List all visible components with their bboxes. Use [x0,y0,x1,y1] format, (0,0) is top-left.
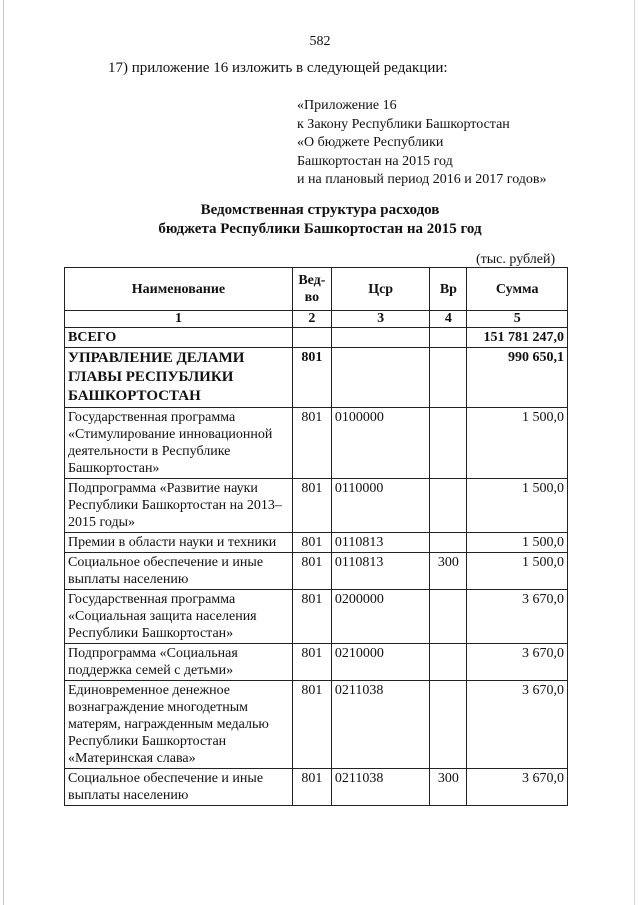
appendix-reference [297,97,547,190]
cell-sum: 3 670,0 [467,590,568,644]
table-row [65,408,568,479]
cell-ved: 801 [292,479,331,533]
index-cell: 1 [65,311,293,328]
cell-csr: 0210000 [331,644,430,681]
header-vr: Вр [430,268,467,311]
cell-name: Подпрограмма «Социальная поддержка семей с детьми» [65,644,293,681]
table-row [65,348,568,408]
cell-sum: 990 650,1 [467,348,568,408]
cell-vr [430,348,467,408]
cell-sum: 1 500,0 [467,479,568,533]
index-cell: 5 [467,311,568,328]
header-sum: Сумма [467,268,568,311]
cell-csr: 0200000 [331,590,430,644]
table-row [65,479,568,533]
cell-vr [430,533,467,553]
document-heading [0,201,640,239]
cell-vr [430,328,467,348]
index-cell: 4 [430,311,467,328]
cell-sum: 1 500,0 [467,553,568,590]
header-ved: Вед-во [292,268,331,311]
cell-vr [430,590,467,644]
appendix-line: «О бюджете Республики [297,135,444,151]
cell-csr: 0110000 [331,479,430,533]
index-cell: 3 [331,311,430,328]
table-row [65,533,568,553]
cell-ved: 801 [292,533,331,553]
cell-ved: 801 [292,408,331,479]
cell-csr: 0100000 [331,408,430,479]
table-row [65,553,568,590]
cell-sum: 1 500,0 [467,533,568,553]
cell-ved: 801 [292,590,331,644]
cell-sum: 3 670,0 [467,681,568,769]
header-csr: Цср [331,268,430,311]
table-row [65,769,568,806]
appendix-line: и на плановый период 2016 и 2017 годов» [297,172,547,188]
table-header-row [65,268,568,311]
cell-csr: 0211038 [331,769,430,806]
appendix-line: Башкортостан на 2015 год [297,153,453,169]
scan-edge-right [634,0,635,905]
scan-edge-left [3,0,4,905]
column-index-row [65,311,568,328]
cell-name: Подпрограмма «Развитие науки Республики Башкортостан на 2013–2015 годы» [65,479,293,533]
table-row [65,681,568,769]
cell-sum: 1 500,0 [467,408,568,479]
page-number: 582 [309,34,331,49]
index-cell: 2 [292,311,331,328]
cell-name: Государственная программа «Стимулирование инновационной деятельности в Республике Башкортостан» [65,408,293,479]
cell-csr [331,348,430,408]
cell-vr [430,408,467,479]
cell-vr [430,681,467,769]
cell-name: Социальное обеспечение и иные выплаты населению [65,769,293,806]
cell-sum: 3 670,0 [467,769,568,806]
appendix-line: «Приложение 16 [297,98,397,113]
cell-csr: 0110813 [331,533,430,553]
budget-table [64,267,568,806]
table-row [65,590,568,644]
cell-name: Социальное обеспечение и иные выплаты населению [65,553,293,590]
heading-line: бюджета Республики Башкортостан на 2015 год [158,221,482,237]
cell-ved: 801 [292,553,331,590]
cell-name: Единовременное денежное вознаграждение многодетным матерям, награжденным медалью Республики Башкортостан «Материнская слава» [65,681,293,769]
cell-vr [430,479,467,533]
cell-csr [331,328,430,348]
cell-sum: 151 781 247,0 [467,328,568,348]
cell-name: УПРАВЛЕНИЕ ДЕЛАМИ ГЛАВЫ РЕСПУБЛИКИ БАШКОРТОСТАН [65,348,293,408]
heading-line: Ведомственная структура расходов [200,202,440,218]
table-row [65,644,568,681]
intro-paragraph: 17) приложение 16 изложить в следующей редакции: [108,60,448,76]
cell-name: Государственная программа «Социальная защита населения Республики Башкортостан» [65,590,293,644]
cell-vr: 300 [430,553,467,590]
cell-vr: 300 [430,769,467,806]
cell-ved: 801 [292,644,331,681]
cell-ved: 801 [292,769,331,806]
cell-name: Премии в области науки и техники [65,533,293,553]
cell-ved: 801 [292,681,331,769]
cell-sum: 3 670,0 [467,644,568,681]
header-name: Наименование [65,268,293,311]
table-row-total [65,328,568,348]
cell-vr [430,644,467,681]
cell-name: ВСЕГО [65,328,293,348]
cell-csr: 0211038 [331,681,430,769]
appendix-line: к Закону Республики Башкортостан [297,116,510,132]
cell-ved [292,328,331,348]
cell-csr: 0110813 [331,553,430,590]
cell-ved: 801 [292,348,331,408]
units-label: (тыс. рублей) [476,252,556,267]
